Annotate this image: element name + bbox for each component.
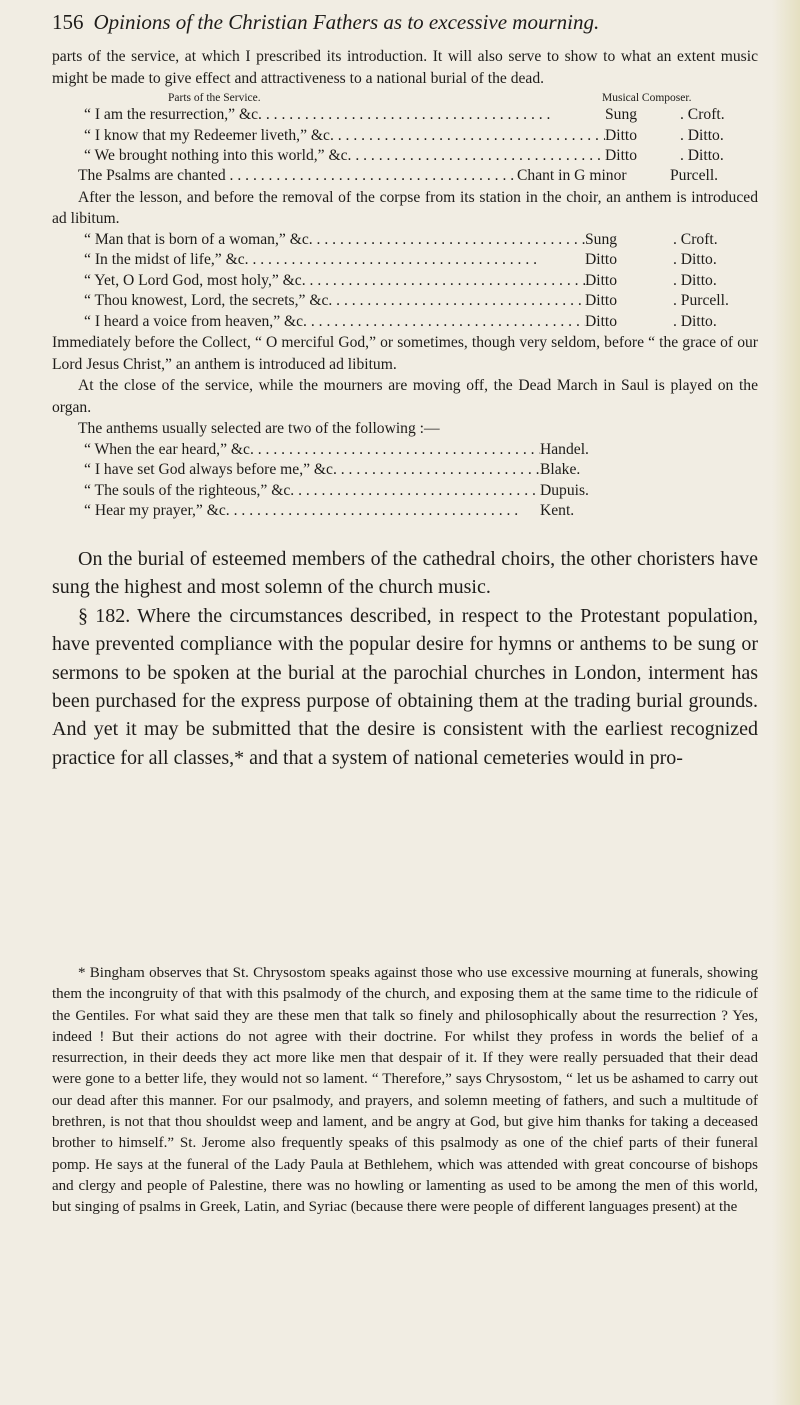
page-edge-shadow: [772, 0, 800, 1405]
col-header-part: Parts of the Service.: [168, 92, 261, 105]
table-row: “ We brought nothing into this world,” &c. . . . Ditto . Ditto.: [52, 146, 758, 166]
col-header-composer: Musical Composer.: [602, 92, 692, 105]
usual-anthems-list: [52, 440, 758, 522]
list-item: “ The souls of the righteous,” &c. . . . Dupuis.: [52, 481, 650, 501]
section-paragraph: § 182. Where the circumstances described, in respect to the Protestant population, have prevented compliance with the popular desire for hymns or anthems to be sung or sermons to be spoken at the burial at the parochial churches in London, interment has been purchased for the express purpose of obtaining them at the trading burial grounds. And yet it may be submitted that the desire is consistent with the earliest recognized practice for all classes,* and that a system of national cemeteries would in pro-: [52, 604, 758, 769]
intro-text: parts of the service, at which I prescribed its introduction. It will also serve to show to what an extent music might be made to give effect and attractiveness to a national burial of the dead.: [52, 48, 758, 87]
body-paragraph: On the burial of esteemed members of the cathedral choirs, the other choristers have sung the highest and most solemn of the church music.: [52, 548, 758, 599]
close-text: At the close of the service, while the mourners are moving off, the Dead March in Saul is played on the organ.: [52, 377, 758, 416]
table-header: [52, 91, 758, 105]
opening-section: [52, 46, 758, 522]
list-item: “ Hear my prayer,” &c. . . . Kent.: [52, 501, 650, 521]
table-row: “ In the midst of life,” &c. . . . Ditto . Ditto.: [52, 250, 758, 270]
table-row: “ I am the resurrection,” &c. . . . Sung . Croft.: [52, 105, 758, 125]
list-item: “ I have set God always before me,” &c. . . . Blake.: [52, 460, 650, 480]
table-row: The Psalms are chanted . . . Chant in G minor Purcell.: [52, 166, 758, 186]
page-number: 156: [52, 10, 84, 34]
collect-text: Immediately before the Collect, “ O merciful God,” or sometimes, though very seldom, before “ the grace of our Lord Jesus Christ,” an anthem is introduced ad libitum.: [52, 334, 758, 373]
running-title: Opinions of the Christian Fathers as to excessive mourning.: [93, 10, 600, 34]
footnote-text: * Bingham observes that St. Chrysostom speaks against those who use excessive mourning at funerals, showing them the incongruity of that with this psalmody of the church, and exposing them at the same time to the ridicule of the Gentiles. For what said they are these men that talk so finely and philosophically about the resurrection ? Yes, indeed ! But their actions do not agree with their doctrine. For whilst they profess in words the belief of a resurrection, in their deeds they act more like men that despair of it. If they were really persuaded that their dead were gone to a better life, they would not so lament. “ Therefore,” says Chrysostom, “ let us be ashamed to carry out our dead after this manner. For our psalmody, and prayers, and solemn meeting of fathers, and such a multitude of brethren, is not that thou shouldst weep and lament, and be angry at God, but give him thanks for taking a deceased brother to himself.” St. Jerome also frequently speaks of this psalmody as one of the chief parts of their funeral pomp. He says at the funeral of the Lady Paula at Bethlehem, which was attended with great concourse of bishops and clergy and people of Palestine, there was no howling or lamenting as used to be among the men of this world, but singing of psalms in Greek, Latin, and Syriac (because there were people of different languages present) at the: [52, 965, 758, 1216]
table-row: “ I heard a voice from heaven,” &c. . . . Ditto . Ditto.: [52, 312, 758, 332]
table-row: “ Yet, O Lord God, most holy,” &c. . . . Ditto . Ditto.: [52, 271, 758, 291]
footnote: [52, 963, 758, 1219]
running-header: [52, 10, 758, 35]
service-parts-table: [52, 105, 758, 187]
list-item: “ When the ear heard,” &c. . . . Handel.: [52, 440, 650, 460]
anthems-intro: The anthems usually selected are two of the following :—: [78, 420, 440, 438]
table-row: “ Man that is born of a woman,” &c. . . . Sung . Croft.: [52, 230, 758, 250]
table-row: “ I know that my Redeemer liveth,” &c. . . . Ditto . Ditto.: [52, 126, 758, 146]
anthems-table: [52, 230, 758, 332]
lesson-text: After the lesson, and before the removal of the corpse from its station in the choir, an anthem is introduced ad libitum.: [52, 188, 758, 228]
table-row: “ Thou knowest, Lord, the secrets,” &c. . . . Ditto . Purcell.: [52, 291, 758, 311]
main-body: [52, 545, 758, 772]
